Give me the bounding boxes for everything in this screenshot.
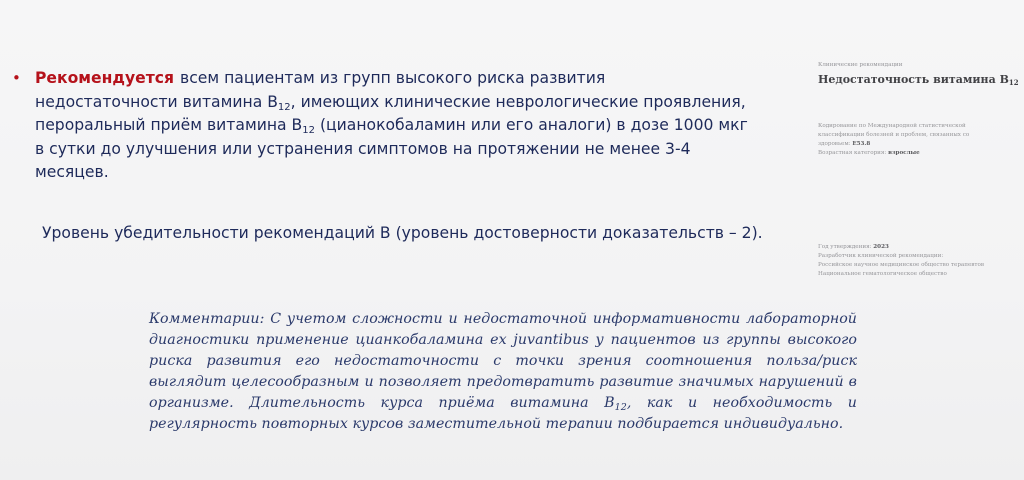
recommendation-text-part1: всем пациентам из групп высокого риска развития недостаточности витамина B — [35, 69, 606, 111]
recommendation-sub2: 12 — [302, 125, 315, 136]
document-meta — [818, 243, 984, 279]
bullet-icon: • — [12, 69, 21, 87]
recommendation-text-part3: (цианокобаламин или его аналоги) в дозе 1000 мкг в сутки до улучшения или устранения симптомов на протяжении не менее 3-4 месяцев. — [35, 116, 748, 181]
document-coding-line2: классификации болезней и проблем, связанных со — [818, 132, 970, 138]
comment-sub: 12 — [614, 402, 627, 413]
document-age-value: взрослые — [888, 150, 920, 156]
evidence-level: Уровень убедительности рекомендаций B (уровень достоверности доказательств – 2). — [42, 224, 763, 242]
document-developer-label: Разработчик клинической рекомендации: — [818, 253, 944, 259]
document-title-sub: 12 — [1008, 78, 1019, 87]
recommendation-keyword: Рекомендуется — [35, 69, 175, 87]
document-year-label: Год утверждения: — [818, 244, 874, 250]
document-coding — [818, 122, 1003, 158]
recommendation-text-part2: , имеющих клинические неврологические проявления, пероральный приём витамина B — [35, 92, 746, 134]
document-year-value: 2023 — [873, 244, 889, 250]
comment-part1: Комментарии: С учетом сложности и недостаточной информативности лабораторной диагностики применение цианкобаламина ex juvantibus у пациентов из группы высокого риска развития его недостаточности с точки зрения соотношения польза/риск выглядит целесообразным и позволяет предотвратить развитие значимых нарушений в организме. Длительность курса приёма витамина B — [149, 311, 857, 411]
document-coding-line1: Кодирование по Международной статистической — [818, 123, 966, 129]
recommendation-text — [35, 67, 752, 185]
document-coding-code: E53.8 — [852, 141, 871, 147]
comment-block — [149, 309, 857, 435]
recommendation-block — [12, 67, 752, 185]
document-coding-label: здоровьем: — [818, 141, 853, 147]
recommendation-sub1: 12 — [277, 101, 291, 113]
document-title-text: Недостаточность витамина B — [818, 73, 1009, 86]
document-developer-2: Национальное гематологическое общество — [818, 271, 947, 277]
document-year-line — [818, 243, 984, 252]
comment-part2: , как и необходимость и регулярность повторных курсов заместительной терапии подбирается индивидуально. — [149, 395, 857, 432]
document-developer-1: Российское научное медицинское общество терапевтов — [818, 262, 985, 268]
document-coding-line3 — [818, 140, 1003, 149]
document-age-label: Возрастная категория: — [818, 150, 889, 156]
document-cover — [813, 58, 1019, 298]
document-kind: Клинические рекомендации — [818, 62, 903, 68]
document-title — [818, 73, 1019, 87]
document-age-line — [818, 149, 1003, 158]
